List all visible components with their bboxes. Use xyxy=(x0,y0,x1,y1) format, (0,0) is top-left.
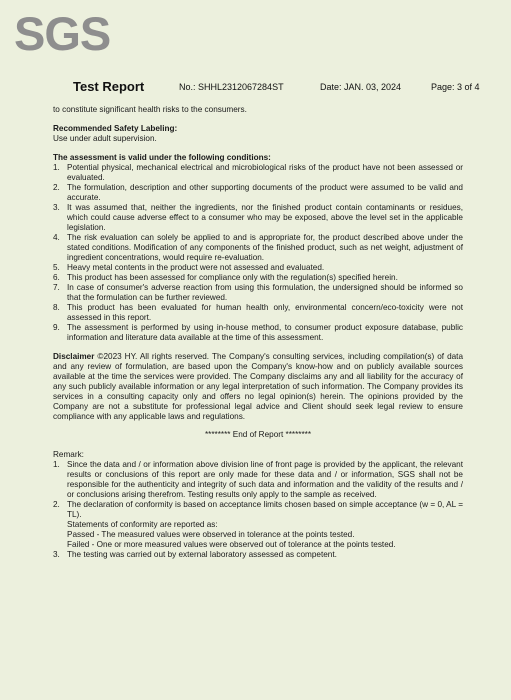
condition-number: 9. xyxy=(53,323,60,332)
remark-sub: Passed - The measured values were observed in tolerance at the points tested. xyxy=(67,530,355,539)
disclaimer-label: Disclaimer xyxy=(53,352,95,361)
intro-text: to constitute significant health risks to the consumers. xyxy=(53,105,247,114)
condition-item xyxy=(53,183,463,203)
disclaimer-paragraph xyxy=(53,352,463,422)
condition-item xyxy=(53,283,463,303)
condition-item xyxy=(53,273,463,283)
condition-number: 1. xyxy=(53,163,60,172)
report-header xyxy=(0,79,511,95)
conditions-list xyxy=(53,163,463,343)
condition-item xyxy=(53,323,463,343)
condition-item xyxy=(53,203,463,233)
condition-text: This product has been assessed for compliance only with the regulation(s) specified herein. xyxy=(67,273,398,282)
condition-number: 5. xyxy=(53,263,60,272)
remark-heading: Remark: xyxy=(53,450,84,459)
remark-number: 3. xyxy=(53,550,60,559)
condition-text: In case of consumer's adverse reaction from using this formulation, the undersigned should be informed so that the formulation can be further reviewed. xyxy=(67,283,463,302)
condition-number: 4. xyxy=(53,233,60,242)
condition-number: 8. xyxy=(53,303,60,312)
condition-text: This product has been evaluated for human health only, environmental concern/eco-toxicity were not assessed in this report. xyxy=(67,303,463,322)
page-indicator: Page: 3 of 4 xyxy=(431,82,480,92)
condition-number: 2. xyxy=(53,183,60,192)
remark-item xyxy=(53,550,463,560)
condition-item xyxy=(53,233,463,263)
report-number: No.: SHHL2312067284ST xyxy=(179,82,284,92)
condition-number: 7. xyxy=(53,283,60,292)
remark-number: 1. xyxy=(53,460,60,469)
condition-text: Heavy metal contents in the product were not assessed and evaluated. xyxy=(67,263,325,272)
condition-text: The formulation, description and other supporting documents of the product were assumed to be valid and accurate. xyxy=(67,183,463,202)
condition-number: 6. xyxy=(53,273,60,282)
remark-sub: Failed - One or more measured values were observed out of tolerance at the points tested. xyxy=(67,540,396,549)
remark-list xyxy=(53,460,463,560)
report-date: Date: JAN. 03, 2024 xyxy=(320,82,402,92)
condition-text: The assessment is performed by using in-house method, to consumer product exposure database, public information and literature data available at the time of this assessment. xyxy=(67,323,463,342)
condition-item xyxy=(53,263,463,273)
report-title: Test Report xyxy=(73,79,145,94)
condition-number: 3. xyxy=(53,203,60,212)
remark-text: Since the data and / or information above division line of front page is provided by the applicant, the relevant results or conclusions of this report are only made for these data and / or information, SGS shall not be responsible for the authenticity and integrity of such data and information and the validity of the results and / or conclusions arising therefrom. Testing results only apply to the sample as received. xyxy=(67,460,463,499)
report-body xyxy=(53,105,463,560)
end-of-report: ******** End of Report ******** xyxy=(204,430,312,439)
remark-item xyxy=(53,460,463,500)
remark-text: The testing was carried out by external laboratory assessed as competent. xyxy=(67,550,337,559)
condition-text: Potential physical, mechanical electrical and microbiological risks of the product have not been assessed or evaluated. xyxy=(67,163,463,182)
condition-text: It was assumed that, neither the ingredients, nor the finished product contain contaminants or residues, which could cause adverse effect to a consumer who may be exposed, above the level set in the applicable legislation. xyxy=(67,203,463,232)
sgs-logo: SGS xyxy=(14,7,111,60)
condition-text: The risk evaluation can solely be applied to and is appropriate for, the product described above under the stated conditions. Modification of any components of the finished product, such as net weight, adjustment of ingredient concentrations, would require re-evaluation. xyxy=(67,233,463,262)
remark-text: The declaration of conformity is based on acceptance limits chosen based on simple acceptance (w = 0, AL = TL). xyxy=(67,500,463,519)
remark-number: 2. xyxy=(53,500,60,509)
conditions-heading: The assessment is valid under the following conditions: xyxy=(53,153,271,162)
disclaimer-text: ©2023 HY. All rights reserved. The Company's consulting services, including compilation(s) of data and any review of formulation, are based upon the Company's know-how and on publicly available sources available at the time the services were provided. The Company disclaims any and all liability for the accuracy of any such publicly available information or any legal interpretation of such information. The Company provides its services in a consulting capacity only and offers no legal opinion(s) herein. The opinions provided by the Company are not a substitute for professional legal advice and Client should seek legal review to ensure compliance with any applicable laws and regulations. xyxy=(53,352,463,421)
labeling-heading: Recommended Safety Labeling: xyxy=(53,124,178,133)
condition-item xyxy=(53,163,463,183)
remark-sub: Statements of conformity are reported as: xyxy=(67,520,218,529)
labeling-text: Use under adult supervision. xyxy=(53,134,157,143)
condition-item xyxy=(53,303,463,323)
remark-item xyxy=(53,500,463,550)
